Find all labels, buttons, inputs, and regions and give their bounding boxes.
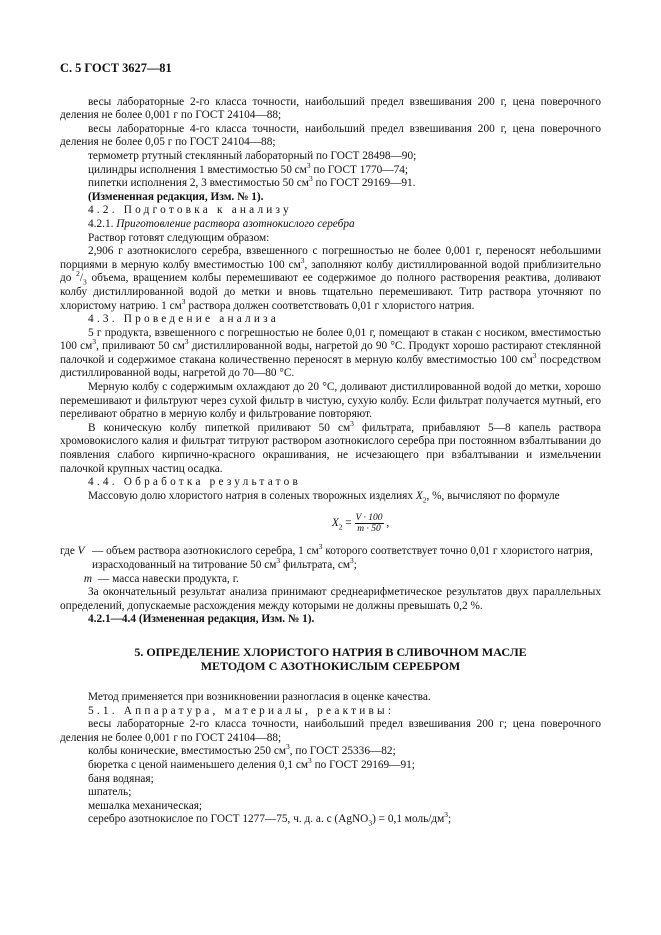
analysis-paragraph-3: В коническую колбу пипеткой приливают 50 $см^3$ фильтрата, прибавляют 5—8 капель раствора хромовокислого калия и фильтрат титруют раствором азотнокислого серебра при постоянном взбалтывании до появления слабого кирпично-красного окрашивания, не исчезающего при взбалтывании и измельчении палочкой крупных частиц осадка.	[60, 419, 601, 475]
page-header: С. 5 ГОСТ 3627—81	[60, 61, 172, 75]
s51-burette: бюретка с ценой наименьшего деления 0,1 $см^3$ по ГОСТ 29169—91;	[88, 756, 415, 771]
section-4-2-heading: 4.2. Подготовка к анализу	[88, 204, 292, 217]
results-intro: Массовую долю хлористого натрия в соленых творожных изделиях $X_2$, %, вычисляют по формуле	[88, 489, 560, 505]
analysis-paragraph-2: Мерную колбу с содержимым охлаждают до 20 °С, доливают дистиллированной водой до метки, хорошо перемешивают и фильтруют через сухой фильтр в чистую, сухую колбу. Если фильтрат получается мутный, его переливают обратно в мерную колбу и фильтрование повторяют.	[60, 381, 601, 421]
method-note: Метод применяется при возникновении разногласия в оценке качества.	[88, 690, 431, 703]
analysis-paragraph-1: 5 г продукта, взвешенного с погрешностью не более 0,01 г, помещают в стакан с носиком, вместимостью 100 $см^3$, приливают 50 $см^3$ дистиллированной воды, нагретой до 90 °С. Продукт хорошо растирают стеклянной палочкой и содержимое стакана количественно переносят в мерную колбу вместимостью 100 $см^3$ посредством дистиллированной воды, нагретой до 70—80 °С.	[60, 326, 602, 380]
equipment-scales-2: весы лабораторные 2-го класса точности, наибольший предел взвешивания 200 г, цена поверочного деления не более 0,001 г по ГОСТ 24104—88;	[60, 95, 601, 122]
section-4-3-heading: 4.3. Проведение анализа	[88, 313, 279, 326]
section-4-2-1-heading: 4.2.1. Приготовление раствора азотнокислого серебра	[88, 217, 355, 230]
equipment-cylinders: цилиндры исполнения 1 вместимостью 50 $см^3$ по ГОСТ 1770—74;	[88, 160, 409, 176]
s51-bath: баня водяная;	[88, 772, 154, 785]
revision-note-2: 4.2.1—4.4 (Измененная редакция, Изм. № 1).	[88, 613, 315, 626]
s51-stirrer: мешалка механическая;	[88, 799, 203, 812]
s51-silver-nitrate: серебро азотнокислое по ГОСТ 1277—75, ч. д. а. с (AgNO$_3$) = 0,1 моль/$дм^3$;	[88, 810, 452, 828]
where-m: m — масса навески продукта, г.	[83, 572, 239, 585]
formula-fraction: $\frac{V \cdot 100}{m \cdot 50}$	[355, 513, 383, 535]
equipment-thermometer: термометр ртутный стеклянный лабораторный по ГОСТ 28498—90;	[88, 149, 417, 162]
section-5-1-heading: 5.1. Аппаратура, материалы, реактивы:	[88, 704, 395, 717]
s51-scales: весы лабораторные 2-го класса точности, наибольший предел взвешивания 200 г; цена поверочного деления не более 0,001 г по ГОСТ 24104—88;	[60, 718, 601, 744]
formula-x2: $X_2$ = $\frac{V \cdot 100}{m \cdot 50}$ ,	[331, 513, 390, 535]
equipment-scales-4: весы лабораторные 4-го класса точности, наибольший предел взвешивания 200 г, цена поверочного деления не более 0,05 г по ГОСТ 24104—88;	[60, 122, 601, 149]
s51-spatula: шпатель;	[88, 786, 132, 799]
where-v: где V — объем раствора азотнокислого серебра, 1 $см^3$ которого соответствует точно 0,01 г хлористого натрия, израсходованный на титрование 50 $см^3$ фильтрата, $см^3$;	[60, 542, 593, 571]
revision-note-1: (Измененная редакция, Изм. № 1).	[88, 190, 264, 203]
final-result-paragraph: За окончательный результат анализа принимают среднеарифметическое результатов двух параллельных определений, допускаемые расхождения между которыми не должны превышать 0,2 %.	[60, 586, 601, 612]
equipment-pipettes: пипетки исполнения 2, 3 вместимостью 50 $см^3$ по ГОСТ 29169—91.	[88, 174, 416, 190]
silver-solution-paragraph: 2,906 г азотнокислого серебра, взвешенного с погрешностью не более 0,001 г, переносят небольшими порциями в мерную колбу вместимостью 100 $см^3$, заполняют колбу дистиллированной водой приблизительно до $^2/_3$ объема, вращением колбы перемешивают ее содержимое до полного растворения реактива, доливают колбу дистиллированной водой до метки и вновь тщательно перемешивают. Титр раствора уточняют по хлористому натрию. 1 $см^3$ раствора должен соответствовать 0,01 г хлористого натрия.	[60, 245, 601, 312]
s51-flasks: колбы конические, вместимостью 250 $см^3$, по ГОСТ 25336—82;	[88, 742, 396, 758]
section-4-4-heading: 4.4. Обработка результатов	[88, 476, 301, 489]
prep-intro: Раствор готовят следующим образом:	[88, 231, 270, 244]
section-5-heading: 5. ОПРЕДЕЛЕНИЕ ХЛОРИСТОГО НАТРИЯ В СЛИВОЧНОМ МАСЛЕ МЕТОДОМ С АЗОТНОКИСЛЫМ СЕРЕБРОМ	[134, 644, 527, 673]
